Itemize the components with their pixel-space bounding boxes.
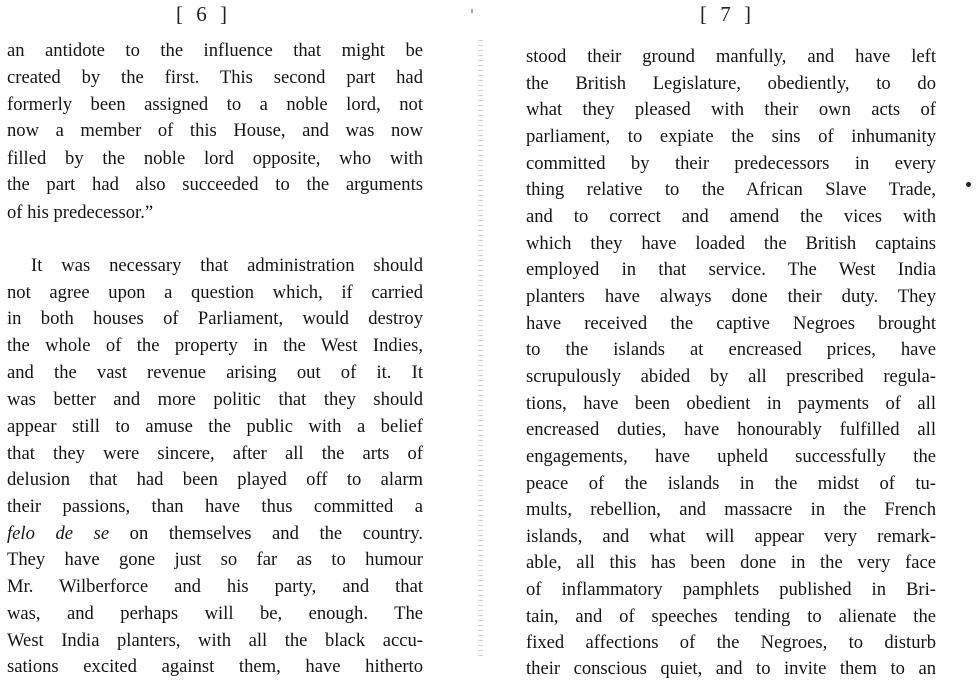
text-line: They have gone just so far as to humour — [7, 549, 423, 570]
text-line: delusion that had been played off to alarm — [7, 469, 423, 490]
text-line: and to correct and amend the vices with — [526, 206, 936, 227]
text-line: that they were sincere, after all the arts of — [7, 443, 423, 464]
text-line: fixed affections of the Negroes, to disturb — [526, 632, 936, 653]
ink-speck — [966, 182, 971, 187]
text-line: tions, have been obedient in payments of all — [526, 393, 936, 414]
left-page-number: [ 6 ] — [176, 2, 231, 26]
text-line: which they have loaded the British captains — [526, 233, 936, 254]
latin-phrase: felo de se — [7, 523, 110, 544]
right-page-number: [ 7 ] — [700, 2, 755, 26]
text-line: an antidote to the influence that might be — [7, 40, 423, 61]
text-line: was better and more politic that they should — [7, 389, 423, 410]
text-line: their conscious quiet, and to invite them to an — [526, 658, 936, 679]
book-gutter — [478, 40, 483, 660]
text-line: the whole of the property in the West Indies, — [7, 335, 423, 356]
text-line: and the vast revenue arising out of it. It — [7, 362, 423, 383]
text-line: the part had also succeeded to the arguments — [7, 174, 423, 195]
text-line: West India planters, with all the black accu- — [7, 630, 423, 651]
text-line: islands, and what will appear very remark- — [526, 526, 936, 547]
text-line: appear still to amuse the public with a belief — [7, 416, 423, 437]
gutter-mark — [471, 9, 473, 13]
text-line: of his predecessor.” — [7, 202, 154, 223]
text-line: was, and perhaps will be, enough. The — [7, 603, 423, 624]
text-line: able, all this has been done in the very face — [526, 552, 936, 573]
text-line: parliament, to expiate the sins of inhumanity — [526, 126, 936, 147]
text-line: employed in that service. The West India — [526, 259, 936, 280]
text-line: tain, and of speeches tending to alienate the — [526, 606, 936, 627]
text-line: engagements, have upheld successfully the — [526, 446, 936, 467]
text-line: the British Legislature, obediently, to do — [526, 73, 936, 94]
text-line: encreased duties, have honourably fulfilled all — [526, 419, 936, 440]
text-line: planters have always done their duty. They — [526, 286, 936, 307]
text-line: thing relative to the African Slave Trade, — [526, 179, 936, 200]
text-line: It was necessary that administration should — [31, 255, 423, 276]
text-line: formerly been assigned to a noble lord, not — [7, 94, 423, 115]
text-line: have received the captive Negroes brought — [526, 313, 936, 334]
text-line-rest: on themselves and the country. — [109, 523, 424, 544]
text-line: committed by their predecessors in every — [526, 153, 936, 174]
text-line: of inflammatory pamphlets published in Bri- — [526, 579, 936, 600]
text-line: created by the first. This second part had — [7, 67, 423, 88]
text-line: filled by the noble lord opposite, who with — [7, 148, 423, 169]
text-line: mults, rebellion, and massacre in the French — [526, 499, 936, 520]
text-line: scrupulously abided by all prescribed regula- — [526, 366, 936, 387]
text-line: sations excited against them, have hitherto — [7, 656, 423, 677]
text-line: not agree upon a question which, if carried — [7, 282, 423, 303]
text-line: peace of the islands in the midst of tu- — [526, 473, 936, 494]
text-line — [7, 520, 423, 547]
text-line: what they pleased with their own acts of — [526, 99, 936, 120]
text-line: now a member of this House, and was now — [7, 120, 423, 141]
text-line: to the islands at encreased prices, have — [526, 339, 936, 360]
text-line: Mr. Wilberforce and his party, and that — [7, 576, 423, 597]
text-line: in both houses of Parliament, would destroy — [7, 308, 423, 329]
text-line: their passions, than have thus committed a — [7, 496, 423, 517]
text-line: stood their ground manfully, and have left — [526, 46, 936, 67]
